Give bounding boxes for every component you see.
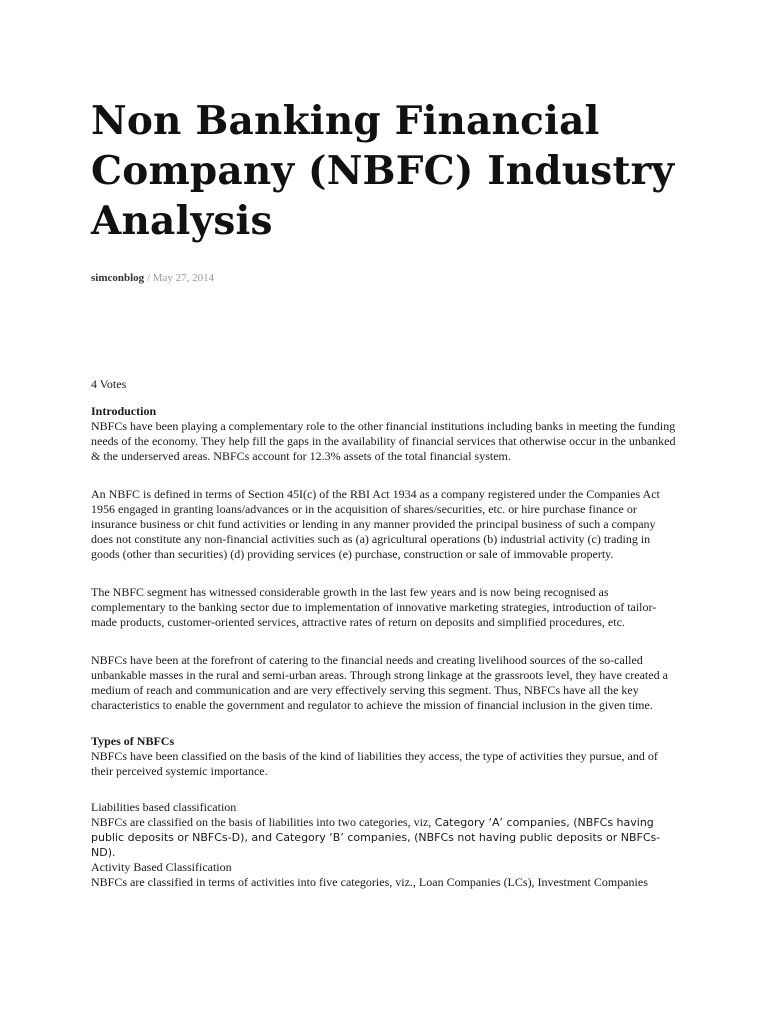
post-date: May 27, 2014 (152, 272, 215, 284)
liabilities-text-intro: NBFCs are classified on the basis of liabilities into two categories, viz, (91, 815, 432, 829)
types-heading: Types of NBFCs (91, 734, 175, 748)
forefront-paragraph: NBFCs have been at the forefront of catering to the financial needs and creating livelihood sources of the so-called unbankable masses in the rural and semi-urban areas. Through strong linkage at the grassroots level, they have created a medium of reach and communication and are very effectively serving this segment. Thus, NBFCs have all the key characteristics to enable the government and regulator to achieve the mission of financial inclusion in the given time. (91, 653, 668, 712)
definition-paragraph: An NBFC is defined in terms of Section 45I(c) of the RBI Act 1934 as a company registered under the Companies Act 1956 engaged in granting loans/advances or in the acquisition of shares/securities, etc. or hire purchase finance or insurance business or chit fund activities or lending in any manner provided the principal business of such a company does not constitute any non-financial activities such as (a) agricultural operations (b) industrial activity (c) trading in goods (other than securities) (d) providing services (e) purchase, construction or sale of immovable property. (91, 487, 660, 561)
byline (91, 271, 214, 285)
activity-heading: Activity Based Classification (91, 860, 232, 874)
author-link[interactable]: simconblog (91, 272, 145, 284)
types-paragraph: NBFCs have been classified on the basis of the kind of liabilities they access, the type of activities they pursue, and of their perceived systemic importance. (91, 749, 658, 778)
intro-paragraph: NBFCs have been playing a complementary role to the other financial institutions including banks in meeting the funding needs of the economy. They help fill the gaps in the availability of financial services that otherwise occur in the unbanked & the underserved areas. NBFCs account for 12.3% assets of the total financial system. (91, 419, 676, 463)
vote-count: 4 Votes (91, 377, 127, 391)
intro-heading: Introduction (91, 404, 157, 418)
byline-separator: / (146, 272, 150, 284)
article-title: Non Banking Financial Company (NBFC) Industry Analysis (91, 98, 675, 244)
liabilities-text-categories: Category ‘A’ companies, (NBFCs having public deposits or NBFCs-D), and Category ‘B’ companies, (NBFCs not having public deposits or NBFCs-ND). (91, 816, 661, 859)
article-body (91, 377, 676, 890)
liabilities-paragraph (91, 815, 676, 860)
activity-paragraph: NBFCs are classified in terms of activities into five categories, viz., Loan Companies (LCs), Investment Companies (91, 875, 648, 889)
growth-paragraph: The NBFC segment has witnessed considerable growth in the last few years and is now being recognised as complementary to the banking sector due to implementation of innovative marketing strategies, introduction of tailor-made products, customer-oriented services, attractive rates of return on deposits and simplified procedures, etc. (91, 585, 657, 629)
liabilities-heading: Liabilities based classification (91, 800, 237, 814)
